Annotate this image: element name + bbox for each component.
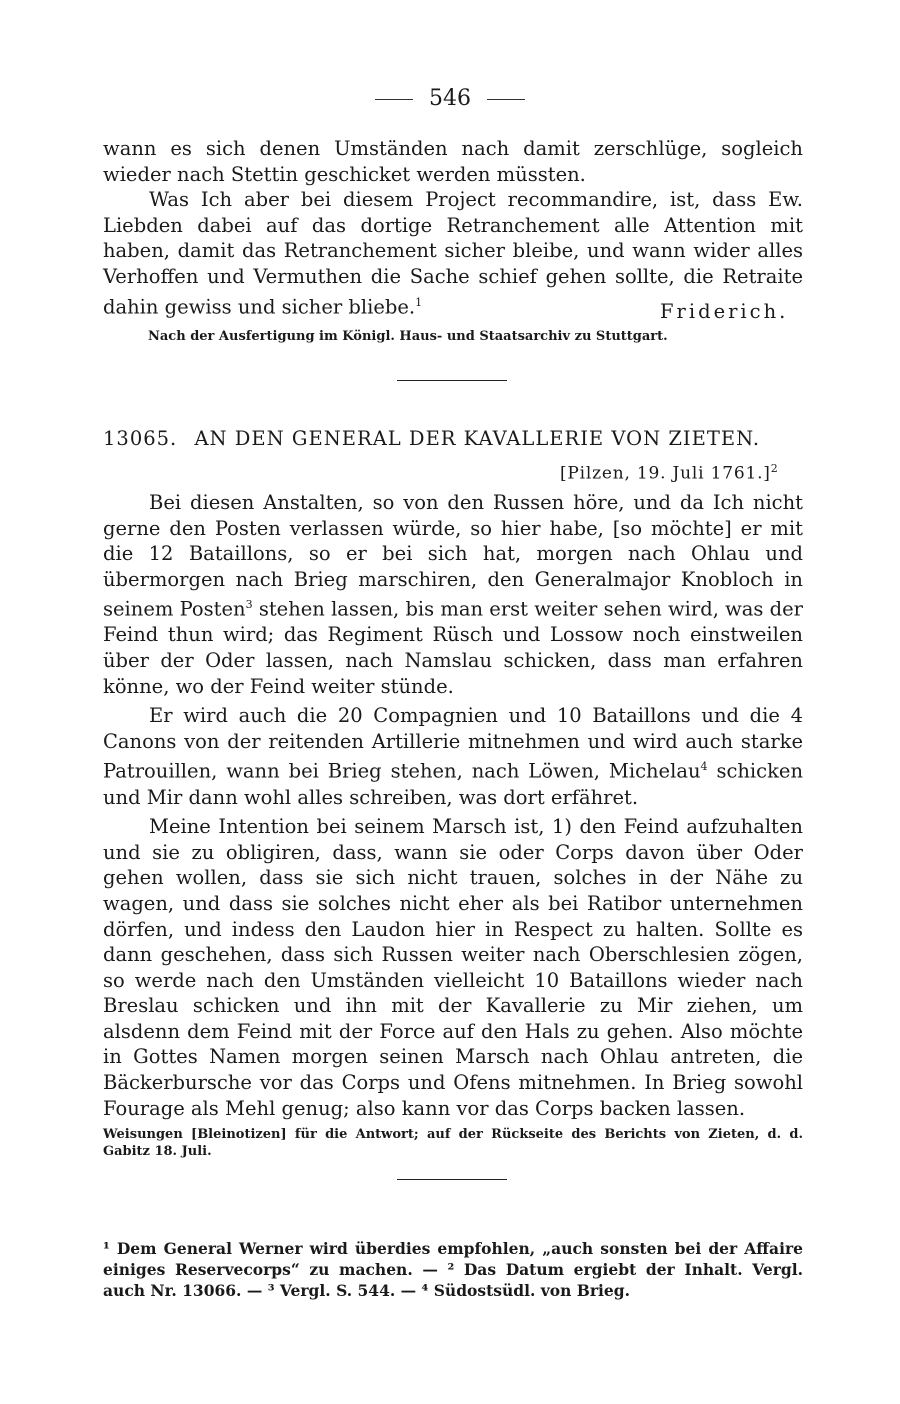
page-number-dash-right bbox=[487, 99, 525, 100]
signature: Friderich. bbox=[660, 300, 789, 323]
letter-heading bbox=[103, 427, 803, 450]
footnotes: ¹ Dem General Werner wird überdies empfohlen, „auch sonsten bei der Affaire einiges Reservecorps“ zu machen. — ² Das Datum ergiebt der Inhalt. Vergl. auch Nr. 13066. — ³ Vergl. S. 544. — ⁴ Südostsüdl. von Brieg. bbox=[103, 1239, 803, 1300]
footnote-divider bbox=[397, 1179, 507, 1180]
section-divider bbox=[397, 380, 507, 381]
paragraph-artillerie: Er wird auch die 20 Compagnien und 10 Bataillons und die 4 Canons von der reitenden Artillerie mitnehmen und wird auch starke Patrouillen, wann bei Brieg stehen, nach Löwen, Michelau$^4$ schicken und Mir dann wohl alles schreiben, was dort erfähret. bbox=[103, 704, 803, 809]
source-note: Weisungen [Bleinotizen] für die Antwort; auf der Rückseite des Berichts von Zieten, d. d. Gabitz 18. Juli. bbox=[103, 1127, 803, 1159]
page-number-dash-left bbox=[375, 99, 413, 100]
source-note: Nach der Ausfertigung im Königl. Haus- und Staatsarchiv zu Stuttgart. bbox=[148, 329, 668, 344]
footnote-mark: 4 bbox=[700, 760, 708, 774]
paragraph-project: Was Ich aber bei diesem Project recommandire, ist, dass Ew. Liebden dabei auf das dortige Retranchement alle Attention mit haben, damit das Retranchement sicher bleibe, und wann wider alles Verhoffen und Vermuthen die Sache schief gehen sollte, die Retraite dahin gewiss und sicher bliebe.$^1$ bbox=[103, 188, 803, 319]
footnote-mark: 1 bbox=[415, 295, 423, 309]
paragraph-continuation: wann es sich denen Umständen nach damit zerschlüge, sogleich wieder nach Stettin geschicket werden müssten. bbox=[103, 137, 803, 186]
letter-number: 13065. bbox=[103, 427, 178, 450]
paragraph-anstalten: Bei diesen Anstalten, so von den Russen höre, und da Ich nicht gerne den Posten verlassen würde, so hier habe, [so möchte] er mit die 12 Bataillons, so er bei sich hat, morgen nach Ohlau und übermorgen nach Brieg marschiren, den Generalmajor Knobloch in seinem Posten$^3$ stehen lassen, bis man erst weiter sehen wird, was der Feind thun wird; das Regiment Rüsch und Lossow noch einstweilen über der Oder lassen, nach Namslau schicken, dass man erfahren könne, wo der Feind weiter stünde. bbox=[103, 491, 803, 698]
footnote-mark: 2 bbox=[770, 462, 779, 475]
page-number: 546 bbox=[0, 86, 900, 111]
paragraph-intention: Meine Intention bei seinem Marsch ist, 1) den Feind aufzuhalten und sie zu obligiren, dass, wann sie oder Corps davon über Oder gehen wollen, dass sie sich nicht trauen, solches in der Nähe zu wagen, und dass sie solches nicht eher als bei Ratibor unternehmen dörfen, und indess den Laudon hier in Respect zu halten. Sollte es dann geschehen, dass sich Russen weiter nach Oberschlesien zögen, so werde nach den Umständen vielleicht 10 Bataillons wieder nach Breslau schicken und ihn mit der Kavallerie zu Mir ziehen, um alsdenn dem Feind mit der Force auf den Hals zu gehen. Also möchte in Gottes Namen morgen seinen Marsch nach Ohlau antreten, die Bäckerbursche vor das Corps und Ofens mitnehmen. In Brieg sowohl Fourage als Mehl genug; also kann vor das Corps backen lassen. bbox=[103, 815, 803, 1120]
letter-date: [Pilzen, 19. Juli 1761.]$^2$ bbox=[560, 462, 779, 484]
footnote-mark: 3 bbox=[245, 598, 253, 612]
letter-title: AN DEN GENERAL DER KAVALLERIE VON ZIETEN. bbox=[194, 427, 761, 450]
letter-body bbox=[103, 490, 803, 1121]
letter-continuation bbox=[103, 136, 803, 320]
